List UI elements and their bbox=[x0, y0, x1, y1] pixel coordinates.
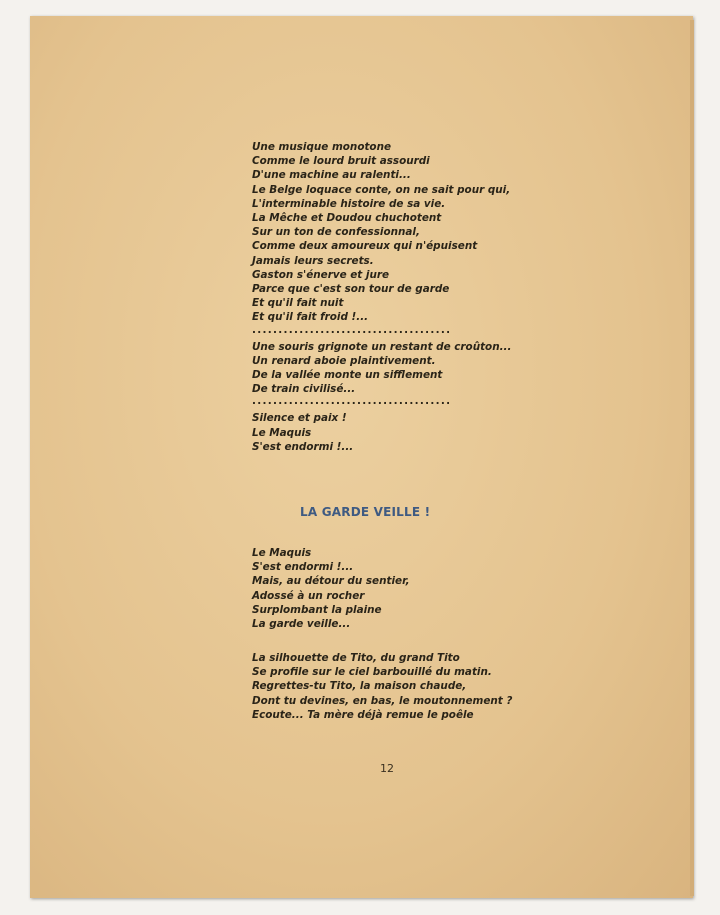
page-edge bbox=[690, 20, 694, 896]
verse-line: S'est endormi !... bbox=[252, 440, 354, 453]
dotted-separator: ...................................... bbox=[252, 323, 452, 336]
page-number: 12 bbox=[380, 762, 394, 775]
verse-line: La silhouette de Tito, du grand Tito bbox=[252, 652, 460, 664]
verse-line: Se profile sur le ciel barbouillé du matin. bbox=[252, 666, 492, 679]
verse-line: Ecoute... Ta mère déjà remue le poêle bbox=[252, 708, 474, 721]
verse-line: Le Maquis bbox=[252, 426, 312, 439]
verse-line: Sur un ton de confessionnal, bbox=[252, 226, 420, 239]
verse-line: De train civilisé... bbox=[252, 383, 356, 396]
verse-line: Et qu'il fait nuit bbox=[252, 297, 344, 310]
verse-line: De la vallée monte un sifflement bbox=[252, 369, 443, 382]
verse-line: La Mêche et Doudou chuchotent bbox=[252, 212, 442, 225]
verse-line: L'interminable histoire de sa vie. bbox=[252, 197, 446, 210]
verse-line: Dont tu devines, en bas, le moutonnement ? bbox=[252, 694, 513, 707]
verse-line: Une souris grignote un restant de croûton... bbox=[252, 340, 512, 353]
verse-line: La garde veille... bbox=[252, 618, 351, 631]
verse-line: Et qu'il fait froid !... bbox=[252, 311, 369, 324]
poem-block-final bbox=[252, 651, 512, 722]
poem-block-top bbox=[252, 140, 511, 454]
verse-line: Adossé à un rocher bbox=[252, 589, 365, 602]
dotted-separator: ...................................... bbox=[252, 395, 452, 408]
verse-line: Gaston s'énerve et jure bbox=[252, 268, 390, 281]
verse-line: Regrettes-tu Tito, la maison chaude, bbox=[252, 680, 467, 693]
verse-line: Une musique monotone bbox=[252, 141, 392, 153]
verse-line: Le Maquis bbox=[252, 547, 312, 559]
verse-line: Jamais leurs secrets. bbox=[252, 254, 374, 267]
verse-line: D'une machine au ralenti... bbox=[252, 169, 411, 182]
verse-line: Silence et paix ! bbox=[252, 412, 347, 425]
verse-line: Le Belge loquace conte, on ne sait pour qui, bbox=[252, 183, 511, 196]
poem-block-bottom bbox=[252, 546, 410, 631]
verse-line: Mais, au détour du sentier, bbox=[252, 575, 410, 588]
verse-line: Comme deux amoureux qui n'épuisent bbox=[252, 240, 478, 253]
section-title: LA GARDE VEILLE ! bbox=[300, 505, 431, 519]
verse-line: Parce que c'est son tour de garde bbox=[252, 283, 450, 296]
verse-line: Surplombant la plaine bbox=[252, 603, 382, 616]
verse-line: Comme le lourd bruit assourdi bbox=[252, 155, 430, 168]
verse-line: Un renard aboie plaintivement. bbox=[252, 354, 436, 367]
verse-line: S'est endormi !... bbox=[252, 561, 354, 574]
